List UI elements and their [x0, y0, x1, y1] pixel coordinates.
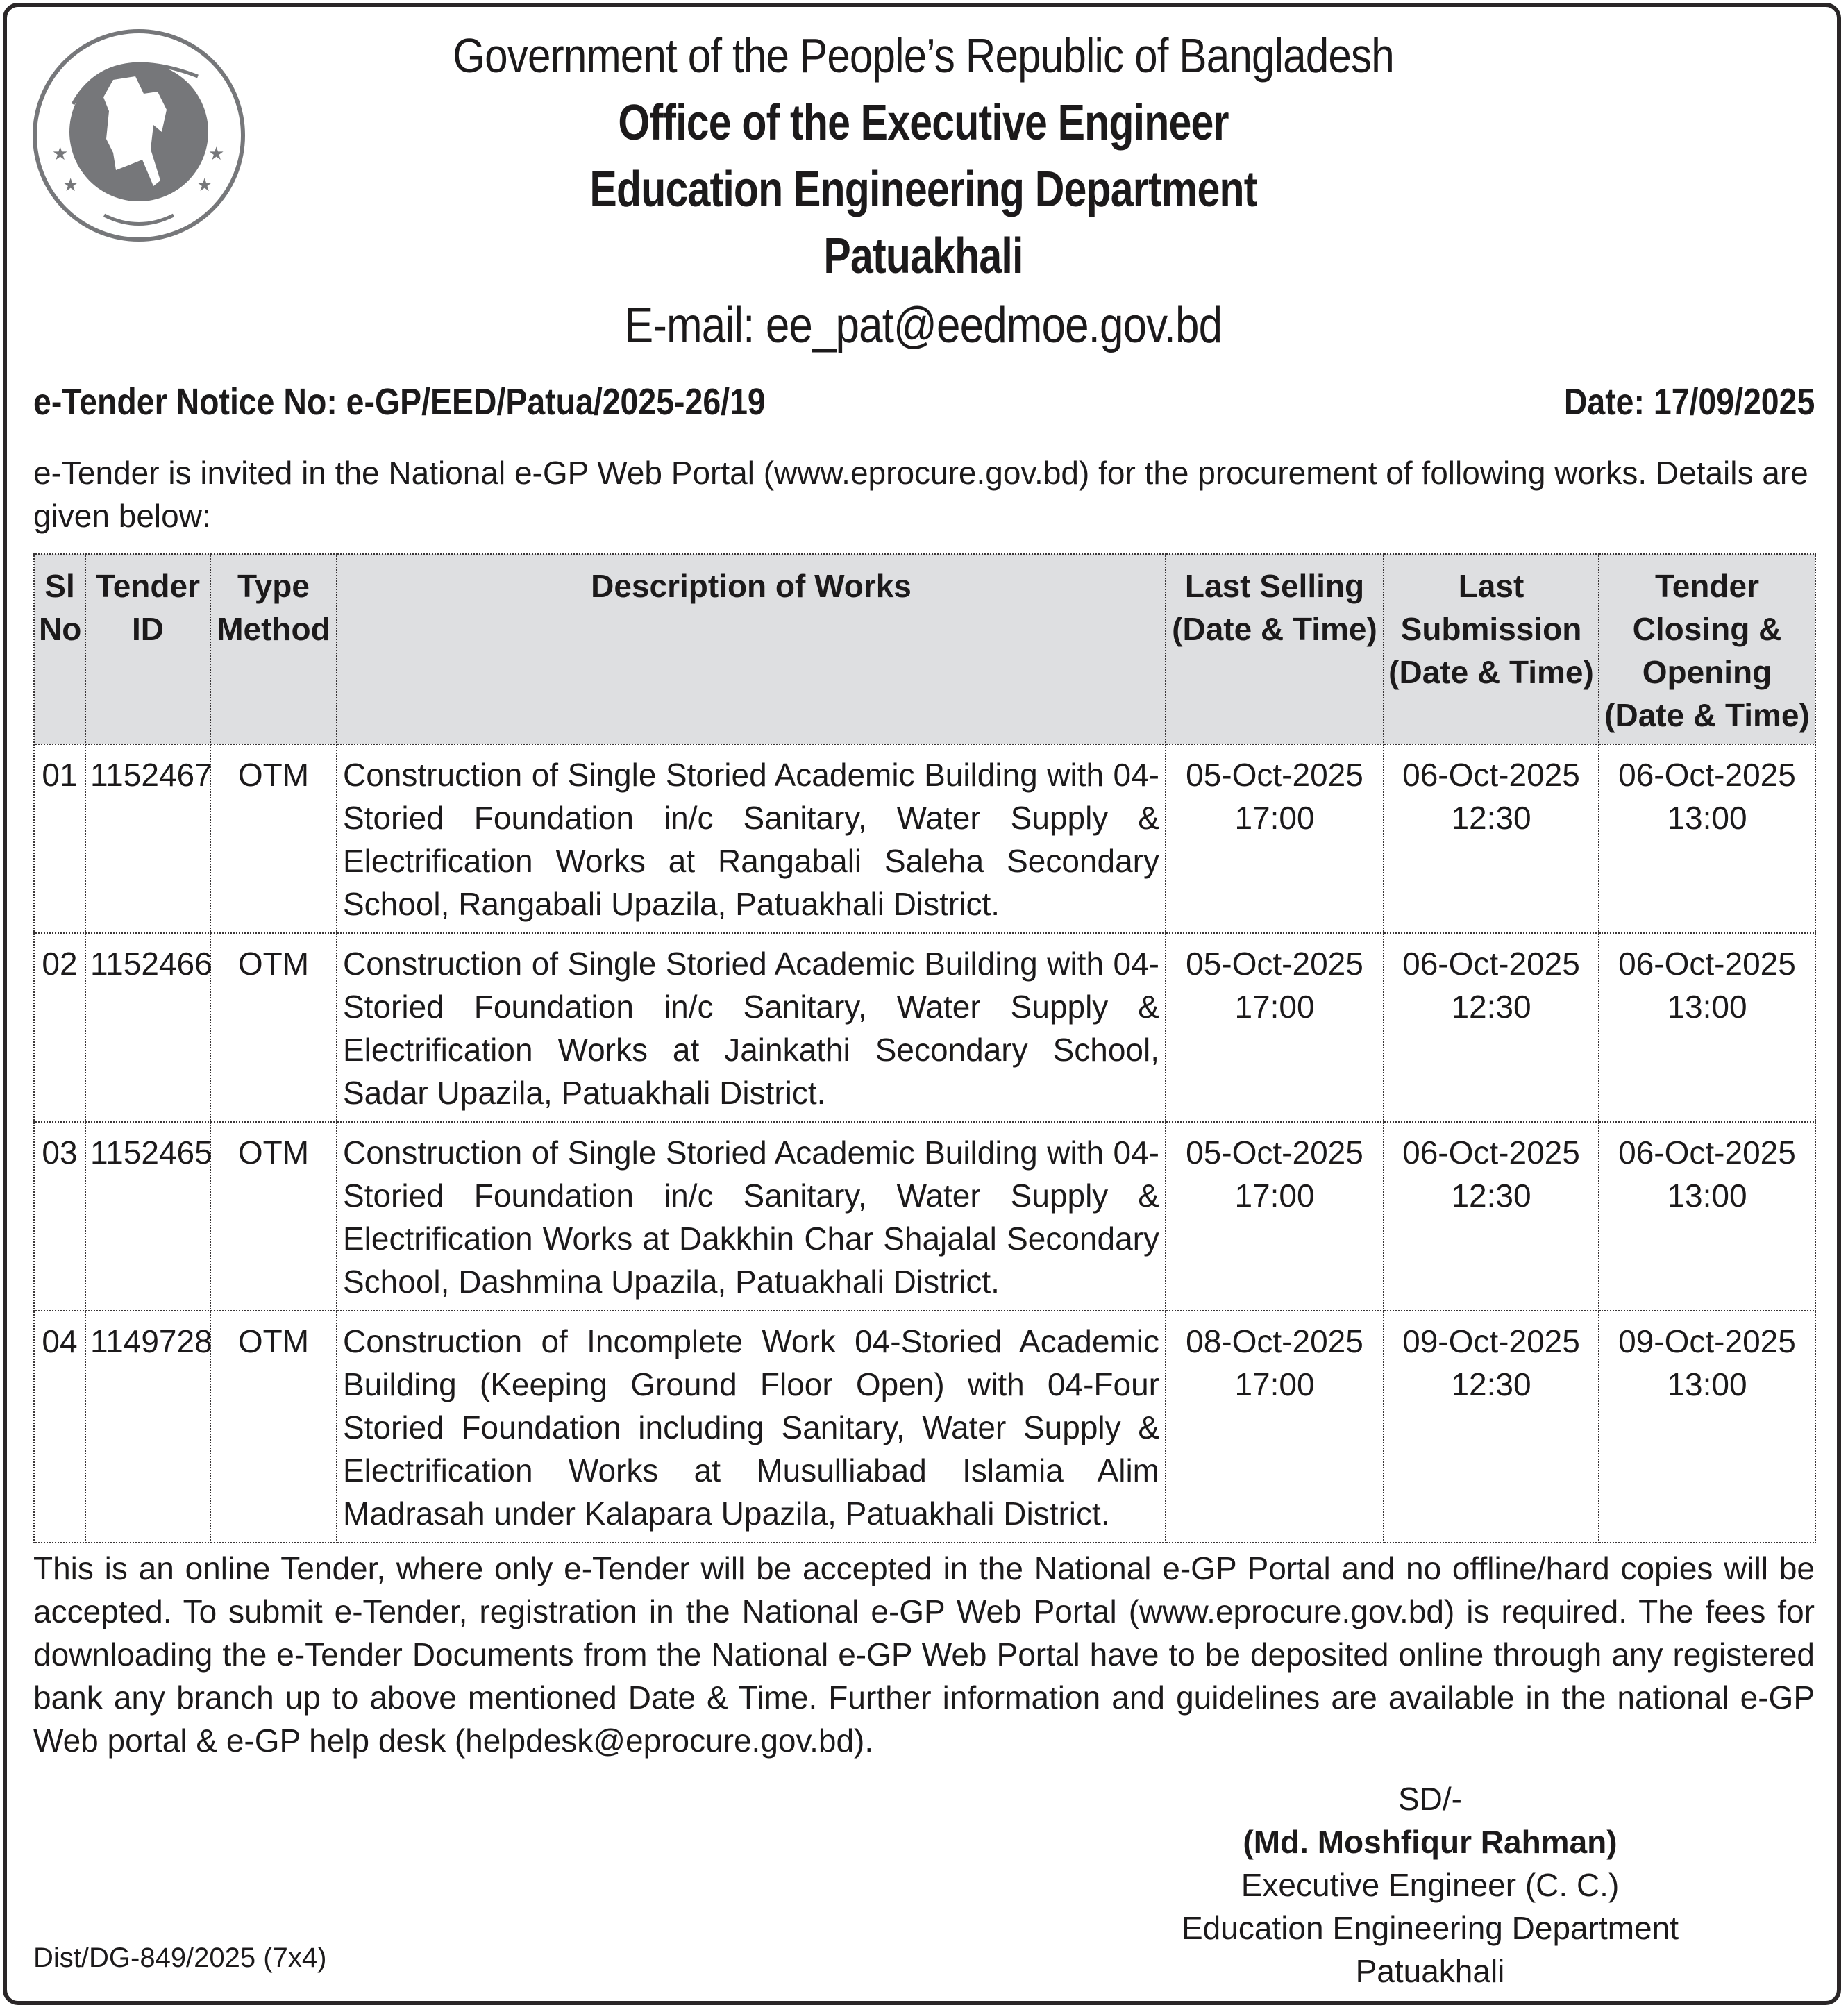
col-header-last-submission: Last Submission (Date & Time) [1384, 554, 1599, 744]
notice-number: e-Tender Notice No: e-GP/EED/Patua/2025-26/19 [33, 381, 766, 423]
type-method: OTM [210, 744, 337, 933]
closing-opening: 09-Oct-2025 13:00 [1599, 1311, 1815, 1543]
last-submission: 09-Oct-2025 12:30 [1384, 1311, 1599, 1543]
table-row [34, 1122, 1815, 1311]
department-title: Education Engineering Department [589, 162, 1257, 217]
sl-no: 03 [34, 1122, 85, 1311]
signatory-designation: Executive Engineer (C. C.) [1241, 1867, 1620, 1903]
closing-opening: 06-Oct-2025 13:00 [1599, 933, 1815, 1122]
closing-opening: 06-Oct-2025 13:00 [1599, 1122, 1815, 1311]
sl-no: 01 [34, 744, 85, 933]
district-title: Patuakhali [823, 228, 1023, 284]
type-method: OTM [210, 933, 337, 1122]
notice-date: Date: 17/09/2025 [1563, 381, 1815, 423]
signature-block [1125, 1777, 1736, 1993]
table-row [34, 933, 1815, 1122]
tender-id: 1152465 [85, 1122, 210, 1311]
svg-text:★: ★ [52, 144, 69, 165]
signatory-name: (Md. Moshfiqur Rahman) [1243, 1824, 1618, 1860]
table-row [34, 744, 1815, 933]
col-header-last-selling: Last Selling (Date & Time) [1166, 554, 1384, 744]
last-selling: 05-Oct-2025 17:00 [1166, 744, 1384, 933]
tender-table [33, 553, 1816, 1543]
tender-id: 1152466 [85, 933, 210, 1122]
last-selling: 08-Oct-2025 17:00 [1166, 1311, 1384, 1543]
col-header-sl-no: Sl No [34, 554, 85, 744]
bangladesh-government-seal-icon [31, 28, 246, 243]
last-selling: 05-Oct-2025 17:00 [1166, 1122, 1384, 1311]
last-selling: 05-Oct-2025 17:00 [1166, 933, 1384, 1122]
tender-id: 1149728 [85, 1311, 210, 1543]
description: Construction of Single Storied Academic Building with 04-Storied Foundation in/c Sanitary, Water Supply & Electrification Works at Rangabali Saleha Secondary School, Rangabali Upazila, Patuakhali District. [337, 744, 1166, 933]
description: Construction of Single Storied Academic Building with 04-Storied Foundation in/c Sanitary, Water Supply & Electrification Works at Dakkhin Char Shajalal Secondary School, Dashmina Upazila, Patuakhali District. [337, 1122, 1166, 1311]
svg-text:★: ★ [196, 175, 213, 196]
closing-opening: 06-Oct-2025 13:00 [1599, 744, 1815, 933]
signature-sd: SD/- [1398, 1781, 1462, 1817]
notice-header [33, 380, 1815, 436]
last-submission: 06-Oct-2025 12:30 [1384, 933, 1599, 1122]
last-submission: 06-Oct-2025 12:30 [1384, 744, 1599, 933]
description: Construction of Single Storied Academic Building with 04-Storied Foundation in/c Sanitary, Water Supply & Electrification Works at Jainkathi Secondary School, Sadar Upazila, Patuakhali District. [337, 933, 1166, 1122]
table-row [34, 1311, 1815, 1543]
signatory-department: Education Engineering Department [1181, 1910, 1679, 1946]
col-header-description: Description of Works [337, 554, 1166, 744]
table-header-row [34, 554, 1815, 744]
distribution-code: Dist/DG-849/2025 (7x4) [33, 1943, 327, 1973]
terms-paragraph: This is an online Tender, where only e-Tender will be accepted in the National e-GP Portal and no offline/hard copies will be accepted. To submit e-Tender, registration in the National e-GP Web Portal (www.eprocure.gov.bd) is required. The fees for downloading the e-Tender Documents from the National e-GP Web Portal have to be deposited online through any registered bank any branch up to above mentioned Date & Time. Further information and guidelines are available in the national e-GP Web portal & e-GP help desk (helpdesk@eprocure.gov.bd). [33, 1550, 1815, 1759]
signatory-district: Patuakhali [1355, 1953, 1505, 1989]
svg-text:★: ★ [62, 175, 79, 196]
col-header-tender-id: Tender ID [85, 554, 210, 744]
sl-no: 04 [34, 1311, 85, 1543]
government-title: Government of the People’s Republic of Bangladesh [453, 28, 1394, 83]
tender-id: 1152467 [85, 744, 210, 933]
type-method: OTM [210, 1122, 337, 1311]
description: Construction of Incomplete Work 04-Storied Academic Building (Keeping Ground Floor Open) with 04-Four Storied Foundation including Sanitary, Water Supply & Electrification Works at Musulliabad Islamia Alim Madrasah under Kalapara Upazila, Patuakhali District. [337, 1311, 1166, 1543]
last-submission: 06-Oct-2025 12:30 [1384, 1122, 1599, 1311]
col-header-closing-opening: Tender Closing & Opening (Date & Time) [1599, 554, 1815, 744]
office-title: Office of the Executive Engineer [618, 95, 1229, 151]
sl-no: 02 [34, 933, 85, 1122]
intro-paragraph: e-Tender is invited in the National e-GP Web Portal (www.eprocure.gov.bd) for the procurement of following works. Details are given below: [33, 455, 1808, 534]
office-email: E-mail: ee_pat@eedmoe.gov.bd [624, 298, 1223, 353]
svg-text:★: ★ [208, 144, 225, 165]
type-method: OTM [210, 1311, 337, 1543]
col-header-type-method: Type Method [210, 554, 337, 744]
